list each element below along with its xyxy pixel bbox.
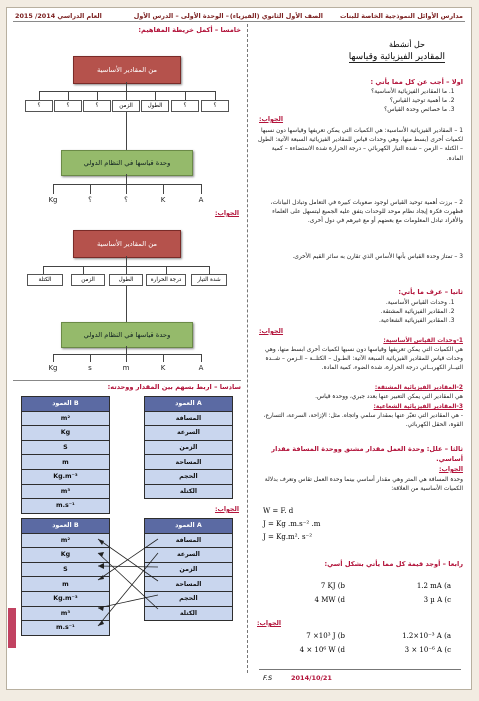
unit-cell: m³	[22, 484, 110, 499]
q2-def1-title: 1-وحدات القياس الأساسية:	[383, 338, 463, 344]
formula-3: J = Kg.m². s⁻²	[263, 533, 313, 541]
left-column	[11, 24, 243, 685]
unit-label: Kg	[48, 196, 58, 204]
unit-label: ؟	[124, 196, 128, 204]
unit-answer: K	[160, 364, 166, 372]
formula-2: J = Kg .m.s⁻² .m	[263, 520, 321, 528]
concept-answer-box: الطول	[109, 274, 143, 286]
q1-item: 3. ما خصائص وحدة القياس؟	[247, 106, 447, 115]
q1-item: 2. ما أهمية توحيد القياس؟	[247, 97, 447, 106]
q1-item: 1. ما المقادير الفيزيائية الأساسية؟	[247, 88, 447, 97]
q6-title: سادسا – اربط بسهم بين المقدار ووحدته:	[107, 383, 241, 391]
quantity-cell: السرعة	[144, 548, 232, 563]
year-label: العام الدراسي 2014/ 2015	[15, 12, 102, 20]
arrow-head	[98, 620, 104, 626]
q4-item: 7 KJ (b	[320, 582, 345, 590]
arrow-head	[98, 563, 104, 569]
concept-mid-node: وحدة قياسها في النظام الدولي	[61, 150, 193, 176]
school-name: مدارس الأوائل النموذجية الخاصة للبنات	[339, 12, 463, 20]
unit-label: – الوحدة الأولى – الدرس الأول	[133, 12, 229, 20]
concept-top-node-answer: من المقادير الأساسية	[73, 230, 181, 258]
unit-cell: Kg.m⁻³	[22, 469, 110, 484]
arrow-line	[98, 595, 158, 608]
q1-answer-2: 2 – برزت أهمية توحيد القياس لوجود صعوبات كبيرة في التعامل وتبادل البيانات، فظهرت فكرة إيجاد نظام موحد للوحدات يتفق عليه الجميع ليتسهل على العلماء والأفراد تبادل المعلومات مع بعضهم أو مع غيرهم في دول أخرى.	[270, 200, 463, 225]
lesson-title: المقادير الفيزيائية وقياسها	[348, 52, 445, 62]
footer-rule	[259, 669, 461, 670]
q4-item: 3 µ A (c	[423, 596, 451, 604]
quantity-cell: السرعة	[144, 426, 232, 441]
q2-item: 1. وحدات القياس الأساسية.	[247, 299, 447, 308]
unit-label: ؟	[88, 196, 92, 204]
q2-def1: هي الكميات التي يمكن تعريفها وقياسها دون نسبها لكميات أخرى ابسط منها، وهي وحدات قياس للمقادير الفيزيائية السبعة الآتية: الطـول – الكتلــة – الـزمن – شــدة التيــار الكهربــائي درجة الحرارة، شدة الضوء، كمية المادة.	[264, 347, 463, 372]
arrow-line	[98, 566, 158, 567]
footer-initials: F.S	[263, 674, 273, 682]
q5-answer-label: الجواب:	[214, 210, 239, 217]
q3-title: ثالثا – علل: وحدة العمل مقدار مشتق ووحدة المسافة مقدار أساسي.	[271, 445, 463, 463]
unit-label: K	[160, 196, 166, 204]
arrow-head	[98, 539, 104, 545]
page-header	[13, 10, 465, 22]
q4-answer: 1.2×10⁻³ A (a	[402, 632, 451, 640]
unit-cell: S	[22, 562, 110, 577]
side-mark	[8, 608, 16, 648]
concept-box: ؟	[171, 100, 199, 112]
matching-table	[21, 396, 233, 514]
quantity-cell: الكتلة	[144, 606, 232, 621]
grade-label: الصف الأول الثانوي (الفيزياء)	[229, 12, 323, 20]
q4-answer: 3 × 10⁻⁶ A (c	[404, 646, 451, 654]
q2-answer-label: الجواب:	[259, 328, 284, 335]
q1-answer-1: 1 – المقادير الفيزيائية الأساسية: هي الكميات التي يمكن تعريفها وقياسها دون نسبها لكميات أخرى (بسط منها، وهي وحدات قياس للمقادير الفيزيائية السبعة الآتية: الطول – الكتلة – الزمن – شدة التيار الكهربائي – درجة الحرارة شدة الاستضاءة – كمية المادة.	[257, 128, 463, 162]
q3-text: وحدة المسافة هي المتر وهي مقدار أساسي بينما وحدة العمل تقاس وتعرف بدلالة الكميات الأساسية من العلاقة:	[264, 477, 463, 493]
q4-item: 4 MW (d	[314, 596, 345, 604]
quantity-cell: الحجم	[144, 591, 232, 606]
q2-def3: - هي المقادير التي تعبّر عنها بمقدار سلمي واتجاه. مثل: الإزاحة، السرعة، التسارع، القوة، الحقل الكهربائي.	[263, 413, 463, 429]
concept-box: ؟	[83, 100, 111, 112]
solve-title: حل أنشطة	[389, 40, 425, 49]
q1-title: اولا – أجب عن كل مما يأتي :	[370, 78, 463, 86]
arrow-line	[98, 553, 158, 626]
quantity-cell: الزمن	[144, 562, 232, 577]
unit-cell: m²	[22, 411, 110, 426]
q4-answer: 7 ×10³ J (b	[306, 632, 345, 640]
col-b-header: العمود B	[22, 397, 110, 412]
col-a-header: العمود A	[144, 397, 232, 412]
quantity-cell: المساحة	[144, 577, 232, 592]
q2-def3-title: 3-المقادير الفيزيائية الشعاعية:	[373, 404, 463, 410]
quantity-cell: الزمن	[144, 440, 232, 455]
q1-list	[247, 88, 459, 116]
arrow-head	[98, 606, 104, 611]
q2-item: 2. المقادير الفيزيائية المشتقة.	[247, 308, 447, 317]
col-a-header: العمود A	[144, 519, 232, 534]
unit-cell: m	[22, 455, 110, 470]
q3-answer-label: الجواب:	[438, 466, 463, 473]
column-divider	[247, 24, 248, 673]
q2-list	[247, 299, 459, 327]
q4-title: رابعا – أوجد قيمة كل مما يأتي بشكل أسي:	[324, 560, 463, 568]
unit-answer: m	[122, 364, 130, 372]
arrow-line	[98, 553, 158, 609]
concept-box: الطول	[141, 100, 169, 112]
q2-title: ثانيا – عرف ما يأتي:	[398, 288, 463, 296]
concept-answer-box: الكتلة	[27, 274, 63, 286]
q1-answer-3: 3 – تمتاز وحدة القياس بأنها الأساس الذي تقارن به سائر القيم الأخرى.	[292, 254, 463, 260]
unit-answer: A	[198, 364, 204, 372]
unit-cell: m	[22, 577, 110, 592]
unit-cell: m³	[22, 606, 110, 621]
q5-title: خامسا – أكمل خريطة المفاهيم:	[138, 26, 241, 34]
concept-box: ؟	[201, 100, 229, 112]
concept-top-node: من المقادير الأساسية	[73, 56, 181, 84]
unit-cell: Kg.m⁻³	[22, 591, 110, 606]
concept-answer-box: الزمن	[71, 274, 105, 286]
worksheet-page	[6, 7, 472, 690]
concept-answer-box: درجة الحرارة	[146, 274, 186, 286]
q4-answer-label: الجواب:	[257, 620, 282, 627]
q2-item: 3. المقادير الفيزيائية الشعاعية.	[247, 317, 447, 326]
q4-answer: 4 × 10⁶ W (d	[299, 646, 345, 654]
unit-label: A	[198, 196, 204, 204]
q1-answer-label: الجواب:	[259, 116, 284, 123]
unit-cell: m.s⁻¹	[22, 621, 110, 636]
q2-def2-title: 2-المقادير الفيزيائية المشتقة:	[374, 385, 463, 391]
concept-mid-node-answer: وحدة قياسها في النظام الدولي	[61, 322, 193, 348]
unit-cell: Kg	[22, 548, 110, 563]
quantity-cell: الحجم	[144, 469, 232, 484]
quantity-cell: المسافة	[144, 533, 232, 548]
matching-arrows	[96, 532, 160, 632]
unit-answer: Kg	[48, 364, 58, 372]
footer-date: 2014/10/21	[291, 674, 332, 682]
q2-def2: هي المقادير التي يمكن التعبير عنها بعدد جبري، ووحدة قياس.	[315, 394, 463, 400]
unit-cell: m²	[22, 533, 110, 548]
unit-cell: S	[22, 440, 110, 455]
unit-cell: Kg	[22, 426, 110, 441]
quantity-cell: المساحة	[144, 455, 232, 470]
unit-answer: s	[88, 364, 92, 372]
quantity-cell: الكتلة	[144, 484, 232, 499]
quantity-cell: المسافة	[144, 411, 232, 426]
concept-answer-box: شدة التيار	[191, 274, 227, 286]
concept-box: الزمن	[112, 100, 140, 112]
arrow-head	[98, 575, 104, 580]
concept-box: ؟	[25, 100, 53, 112]
q4-item: 1.2 mA (a	[416, 582, 451, 590]
right-column	[255, 24, 465, 683]
q6-answer-label: الجواب:	[214, 506, 239, 513]
concept-box: ؟	[54, 100, 82, 112]
formula-1: W = F. d	[263, 507, 294, 515]
unit-cell: m.s⁻¹	[22, 499, 110, 514]
col-b-header: العمود B	[22, 519, 110, 534]
